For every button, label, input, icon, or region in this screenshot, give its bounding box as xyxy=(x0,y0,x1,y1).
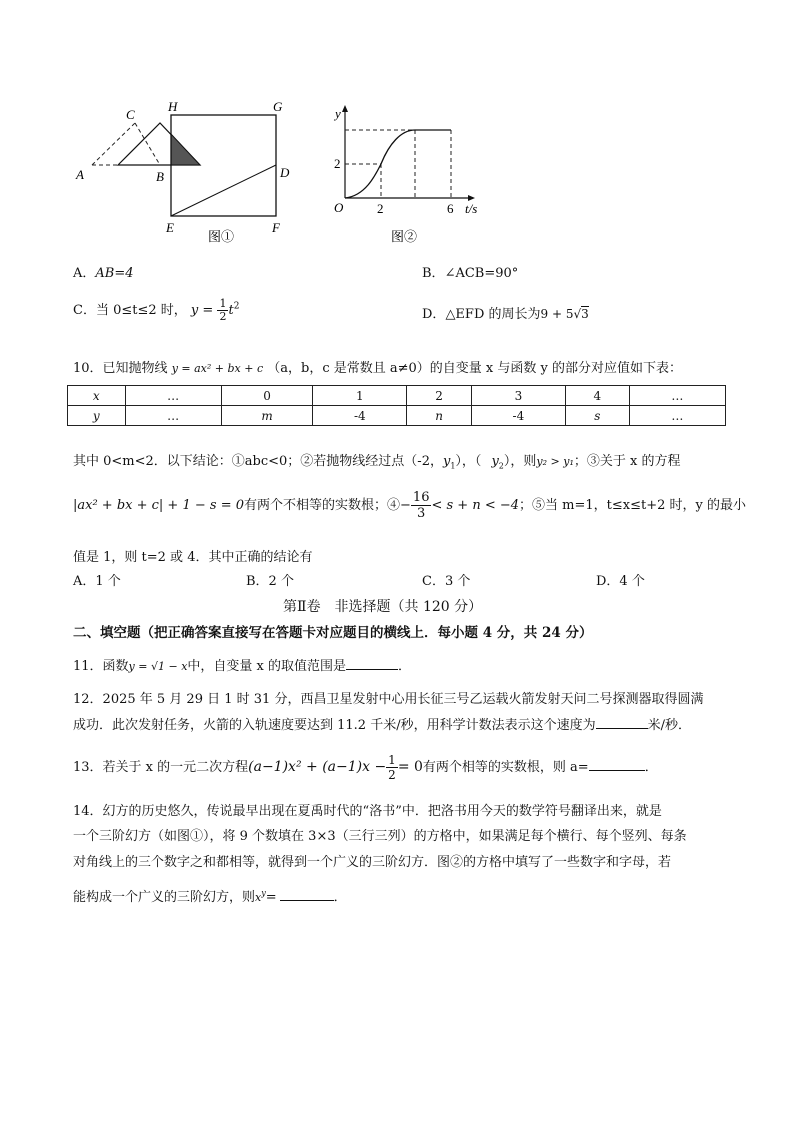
var: y xyxy=(491,454,499,469)
comparison: y₂ > y₁ xyxy=(536,455,574,468)
table-cell: y xyxy=(68,406,126,426)
fraction-half xyxy=(217,298,228,323)
frac-den: 2 xyxy=(219,310,227,323)
tick-label-y2: 2 xyxy=(334,156,341,171)
frac-num: 1 xyxy=(388,753,396,767)
label-F: F xyxy=(272,220,280,235)
table-row xyxy=(68,406,726,426)
q12-line2 xyxy=(73,714,691,733)
table-cell: x xyxy=(68,386,126,406)
table-cell: s xyxy=(565,406,629,426)
label-C: C xyxy=(126,107,135,122)
figure-2-caption: 图② xyxy=(391,229,418,244)
q11 xyxy=(73,655,411,674)
text: ． xyxy=(398,659,412,674)
text: 能构成一个广义的三阶幻方，则 xyxy=(73,890,256,905)
fraction-half xyxy=(386,753,398,782)
option-prefix: △EFD 的周长为 xyxy=(445,307,541,322)
q14-line3: 对角线上的三个数字之和都相等，就得到一个广义的三阶幻方．图②的方格中填写了一些数字和字母，若 xyxy=(73,855,672,870)
equals: = xyxy=(265,890,277,905)
frac-den: 3 xyxy=(417,506,426,521)
text: 11．函数 xyxy=(73,659,129,674)
q10-option-a: A．1 个 xyxy=(73,574,121,589)
answer-blank[interactable] xyxy=(346,657,398,670)
text: ；③关于 x 的方程 xyxy=(573,454,681,469)
label-B: B xyxy=(156,169,164,184)
q9-option-b xyxy=(422,262,518,281)
section-title: 第Ⅱ卷 非选择题（共 120 分） xyxy=(283,599,483,615)
text: 值是 1，则 t=2 或 4．其中正确的结论有 xyxy=(73,550,313,565)
equals: = xyxy=(202,303,214,318)
q14-line4 xyxy=(73,886,347,905)
q10-option-b: B．2 个 xyxy=(246,574,294,589)
option-letter: B． xyxy=(422,266,445,281)
option-letter: C． xyxy=(73,303,96,318)
q13-equation: (a−1)x² + (a−1)x − xyxy=(248,759,387,775)
option-letter: A． xyxy=(73,266,96,281)
figure-2 xyxy=(325,100,485,250)
table-cell: -4 xyxy=(471,406,565,426)
option-text: AB=4 xyxy=(95,266,134,281)
table-cell: 2 xyxy=(407,386,472,406)
expr: 9 + 5 xyxy=(540,307,574,321)
fill-in-heading: 二、填空题（把正确答案直接写在答题卡对应题目的横线上．每小题 4 分，共 24 分） xyxy=(73,625,593,641)
table-cell: 1 xyxy=(313,386,407,406)
text: 米/秒． xyxy=(647,718,691,733)
tick-label-x2: 2 xyxy=(377,201,384,216)
frac-den: 2 xyxy=(388,768,396,782)
segment-AC xyxy=(92,123,135,165)
fraction-16-3 xyxy=(411,490,432,521)
segment-ED xyxy=(171,165,276,216)
q12-line1: 12．2025 年 5 月 29 日 1 时 31 分，西昌卫星发射中心用长征三号乙运载火箭发射天问二号探测器取得圆满 xyxy=(73,692,704,707)
label-H: H xyxy=(168,99,178,114)
sqrt-sign: √ xyxy=(573,307,582,321)
table-cell: … xyxy=(629,406,725,426)
label-G: G xyxy=(273,99,283,114)
q11-function: y = √1 − x xyxy=(128,660,188,673)
q14-line1: 14．幻方的历史悠久，传说最早出现在夏禹时代的“洛书”中．把洛书用今天的数学符号翻译出来，就是 xyxy=(73,804,662,819)
y-axis-arrow xyxy=(342,105,348,112)
q10-stem xyxy=(73,357,682,376)
exponent-y: y xyxy=(261,888,266,898)
option-text: ∠ACB=90° xyxy=(444,266,519,281)
q10-option-c: C．3 个 xyxy=(422,574,471,589)
frac-num: 16 xyxy=(412,490,430,505)
text: 其中 0<m<2．以下结论：①abc<0；②若抛物线经过点（-2， xyxy=(73,454,443,469)
axis-label-t: t/s xyxy=(465,201,478,216)
table-cell: … xyxy=(629,386,725,406)
q9-option-a xyxy=(73,262,134,281)
table-cell: m xyxy=(221,406,313,426)
axis-label-y: y xyxy=(335,106,341,121)
text: 成功．此次发射任务，火箭的入轨速度要达到 11.2 千米/秒，用科学计数法表示这个速度为 xyxy=(73,718,596,733)
var-y: y xyxy=(190,303,199,318)
base-x: x xyxy=(255,891,262,904)
table-cell: -4 xyxy=(313,406,407,426)
origin-label: O xyxy=(334,200,344,215)
text: 有两个不相等的实数根；④ xyxy=(244,498,401,513)
q9-option-d xyxy=(422,303,589,322)
text: ． xyxy=(644,760,658,775)
radicand: 3 xyxy=(581,307,589,321)
equation-3: |ax² + bx + c| + 1 − s = 0 xyxy=(73,498,244,513)
q10-option-d: D．4 个 xyxy=(596,574,645,589)
text: ），（ xyxy=(455,454,482,469)
answer-blank[interactable] xyxy=(596,716,648,729)
table-row xyxy=(68,386,726,406)
q10-intro: 10．已知抛物线 xyxy=(73,361,168,376)
q10-function: y = ax² + bx + c xyxy=(171,362,264,375)
text: 有两个相等的实数根，则 a= xyxy=(422,760,589,775)
frac-num: 1 xyxy=(219,297,227,310)
figure-1-caption: 图① xyxy=(208,229,235,244)
table-cell: n xyxy=(407,406,472,426)
sub: 2 xyxy=(498,461,504,471)
option-letter: D． xyxy=(422,307,446,322)
table-cell: … xyxy=(125,386,221,406)
q10-conclusions-line1 xyxy=(73,450,680,471)
q14-line2: 一个三阶幻方（如图①），将 9 个数填在 3×3（三行三列）的方格中，如果满足每个横行、每个竖列、每条 xyxy=(73,829,687,844)
label-A: A xyxy=(76,167,84,182)
text: ），则 xyxy=(503,454,537,469)
label-E: E xyxy=(166,220,174,235)
exponent: 2 xyxy=(233,301,240,312)
figure-1 xyxy=(70,95,310,245)
table-cell: 3 xyxy=(471,386,565,406)
minus: − xyxy=(400,498,411,513)
var-t: t xyxy=(228,303,234,318)
text: 13．若关于 x 的一元二次方程 xyxy=(73,760,249,775)
answer-blank[interactable] xyxy=(589,758,645,771)
q10-condition: （a，b，c 是常数且 a≠0）的自变量 x 与函数 y 的部分对应值如下表： xyxy=(267,361,682,376)
text: 中，自变量 x 的取值范围是 xyxy=(187,659,347,674)
option-prefix: 当 0≤t≤2 时， xyxy=(95,303,187,318)
q9-option-c xyxy=(73,298,239,323)
tick-label-x6: 6 xyxy=(447,201,454,216)
var: y xyxy=(442,454,451,469)
q10-conclusions-line2 xyxy=(73,490,746,521)
inequality-4: < s + n < −4 xyxy=(431,498,520,513)
equation-end: = 0 xyxy=(397,759,423,775)
table-cell: 4 xyxy=(565,386,629,406)
shaded-region xyxy=(171,134,200,165)
q10-conclusions-line3 xyxy=(73,546,312,565)
table-cell: 0 xyxy=(221,386,313,406)
q10-value-table xyxy=(67,385,726,426)
table-cell: … xyxy=(125,406,221,426)
q13 xyxy=(73,753,658,782)
label-D: D xyxy=(280,165,290,180)
answer-blank[interactable] xyxy=(280,888,334,901)
sub: 1 xyxy=(450,461,456,471)
text: ． xyxy=(333,890,347,905)
text: ；⑤当 m=1，t≤x≤t+2 时，y 的最小 xyxy=(519,498,746,513)
